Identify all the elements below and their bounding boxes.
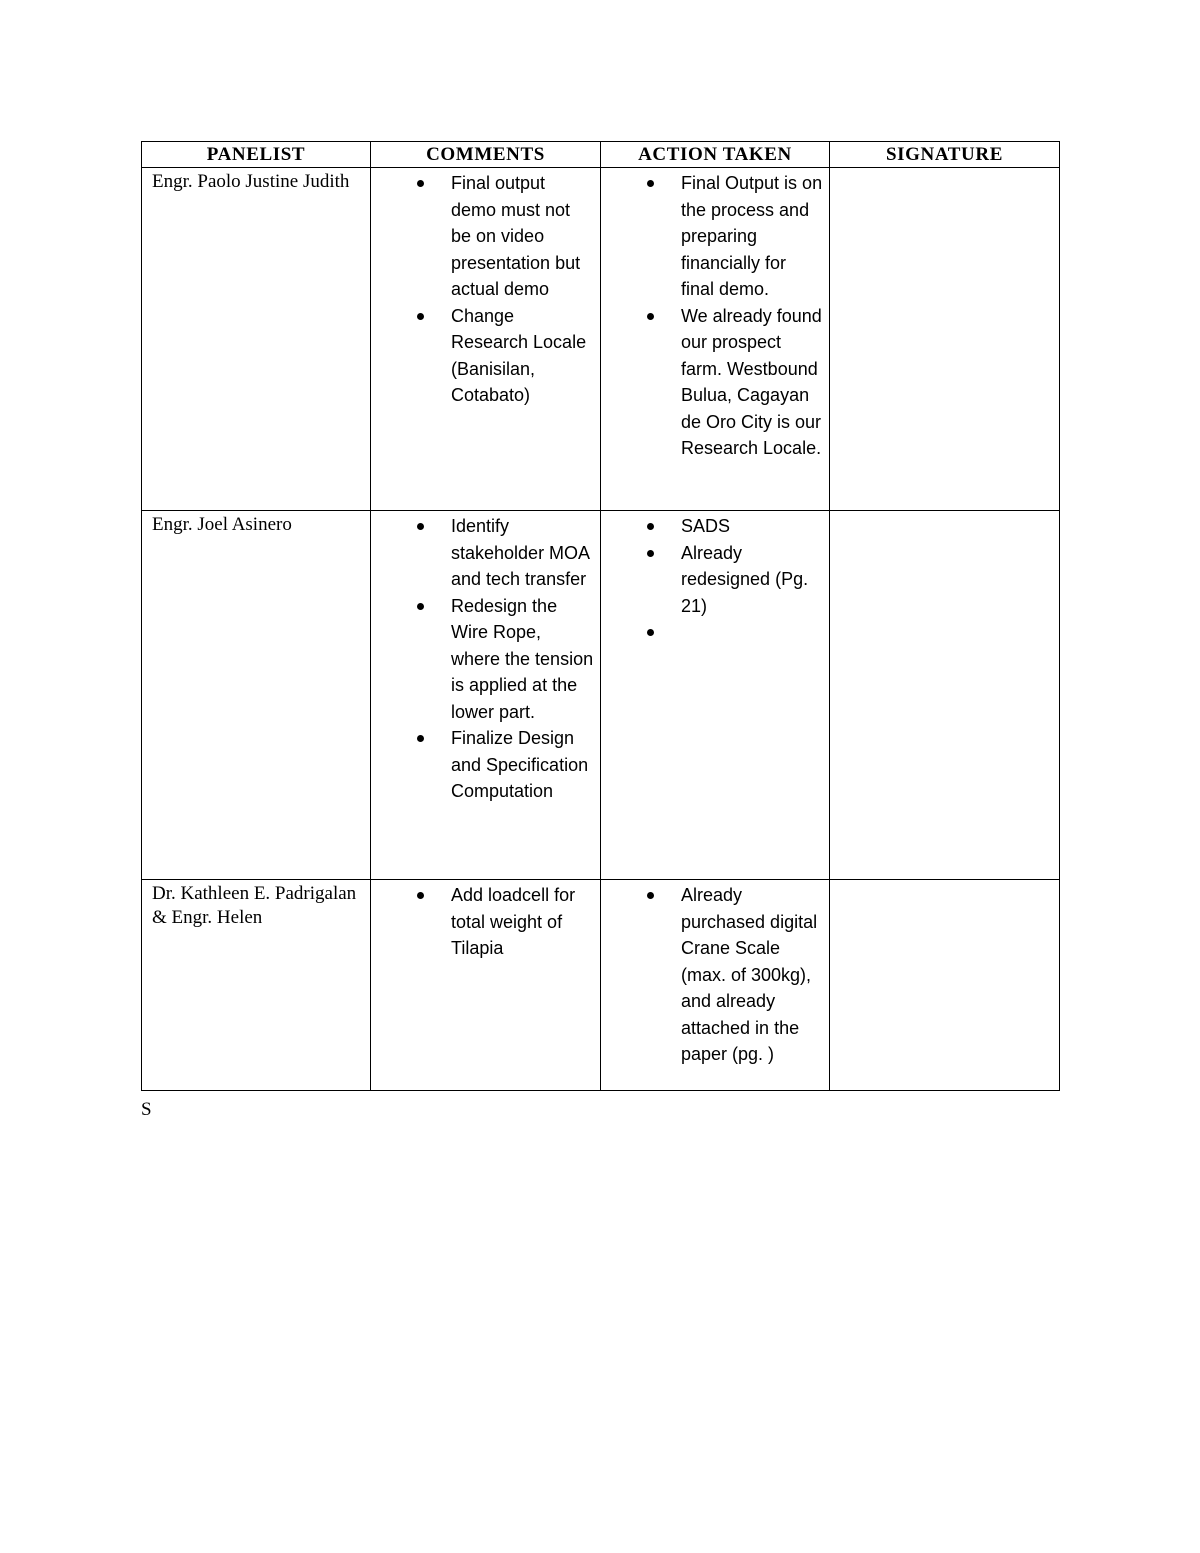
comments-cell (371, 880, 601, 1091)
comment-text: Change Research Locale (Banisilan, Cotabato) (451, 305, 587, 405)
bullet-icon (417, 603, 424, 610)
signature-cell (830, 511, 1060, 880)
bullet-icon (417, 523, 424, 530)
actions-list (601, 170, 823, 462)
comment-text: Final output demo must not be on video presentation but actual demo (451, 173, 581, 299)
trailing-text: S (141, 1099, 152, 1120)
signature-cell (830, 168, 1060, 511)
comments-cell (371, 511, 601, 880)
header-action-taken: ACTION TAKEN (601, 142, 830, 168)
signature-cell (830, 880, 1060, 1091)
list-item (601, 303, 823, 462)
actions-list (601, 513, 823, 646)
comment-text: Identify stakeholder MOA and tech transfer (451, 516, 590, 589)
list-item (371, 513, 594, 593)
actions-list (601, 882, 823, 1068)
header-comments: COMMENTS (371, 142, 601, 168)
action-text: Final Output is on the process and preparing financially for final demo. (681, 173, 823, 299)
list-item (371, 725, 594, 805)
table-row (142, 511, 1060, 880)
action-text: Already redesigned (Pg. 21) (681, 542, 809, 616)
comment-text: Add loadcell for total weight of Tilapia (451, 885, 576, 958)
comments-list (371, 513, 594, 805)
list-item (371, 593, 594, 726)
list-item (601, 619, 823, 646)
list-item (601, 170, 823, 303)
action-text: SADS (681, 516, 731, 536)
bullet-icon (647, 313, 654, 320)
panelist-name: Engr. Joel Asinero (142, 511, 371, 880)
list-item (601, 513, 823, 540)
list-item (601, 882, 823, 1068)
list-item (371, 170, 594, 303)
comment-text: Redesign the Wire Rope, where the tension is applied at the lower part. (451, 595, 594, 722)
table-header-row (142, 142, 1060, 168)
comments-list (371, 170, 594, 409)
list-item (601, 540, 823, 620)
action-text: We already found our prospect farm. Westbound Bulua, Cagayan de Oro City is our Research Locale. (681, 305, 822, 458)
bullet-icon (647, 892, 654, 899)
panelist-name: Dr. Kathleen E. Padrigalan & Engr. Helen (142, 880, 371, 1091)
panel-review-table (141, 141, 1060, 1091)
bullet-icon (417, 735, 424, 742)
panelist-name: Engr. Paolo Justine Judith (142, 168, 371, 511)
comment-text: Finalize Design and Specification Computation (451, 728, 589, 801)
comments-cell (371, 168, 601, 511)
list-item (371, 303, 594, 409)
list-item (371, 882, 594, 962)
header-panelist: PANELIST (142, 142, 371, 168)
actions-cell (601, 168, 830, 511)
actions-cell (601, 511, 830, 880)
header-signature: SIGNATURE (830, 142, 1060, 168)
bullet-icon (417, 313, 424, 320)
table-row (142, 168, 1060, 511)
table-row (142, 880, 1060, 1091)
bullet-icon (647, 550, 654, 557)
bullet-icon (417, 892, 424, 899)
bullet-icon (647, 629, 654, 636)
bullet-icon (417, 180, 424, 187)
bullet-icon (647, 180, 654, 187)
actions-cell (601, 880, 830, 1091)
comments-list (371, 882, 594, 962)
bullet-icon (647, 523, 654, 530)
action-text: Already purchased digital Crane Scale (max. of 300kg), and already attached in the paper (pg. ) (681, 885, 818, 1064)
